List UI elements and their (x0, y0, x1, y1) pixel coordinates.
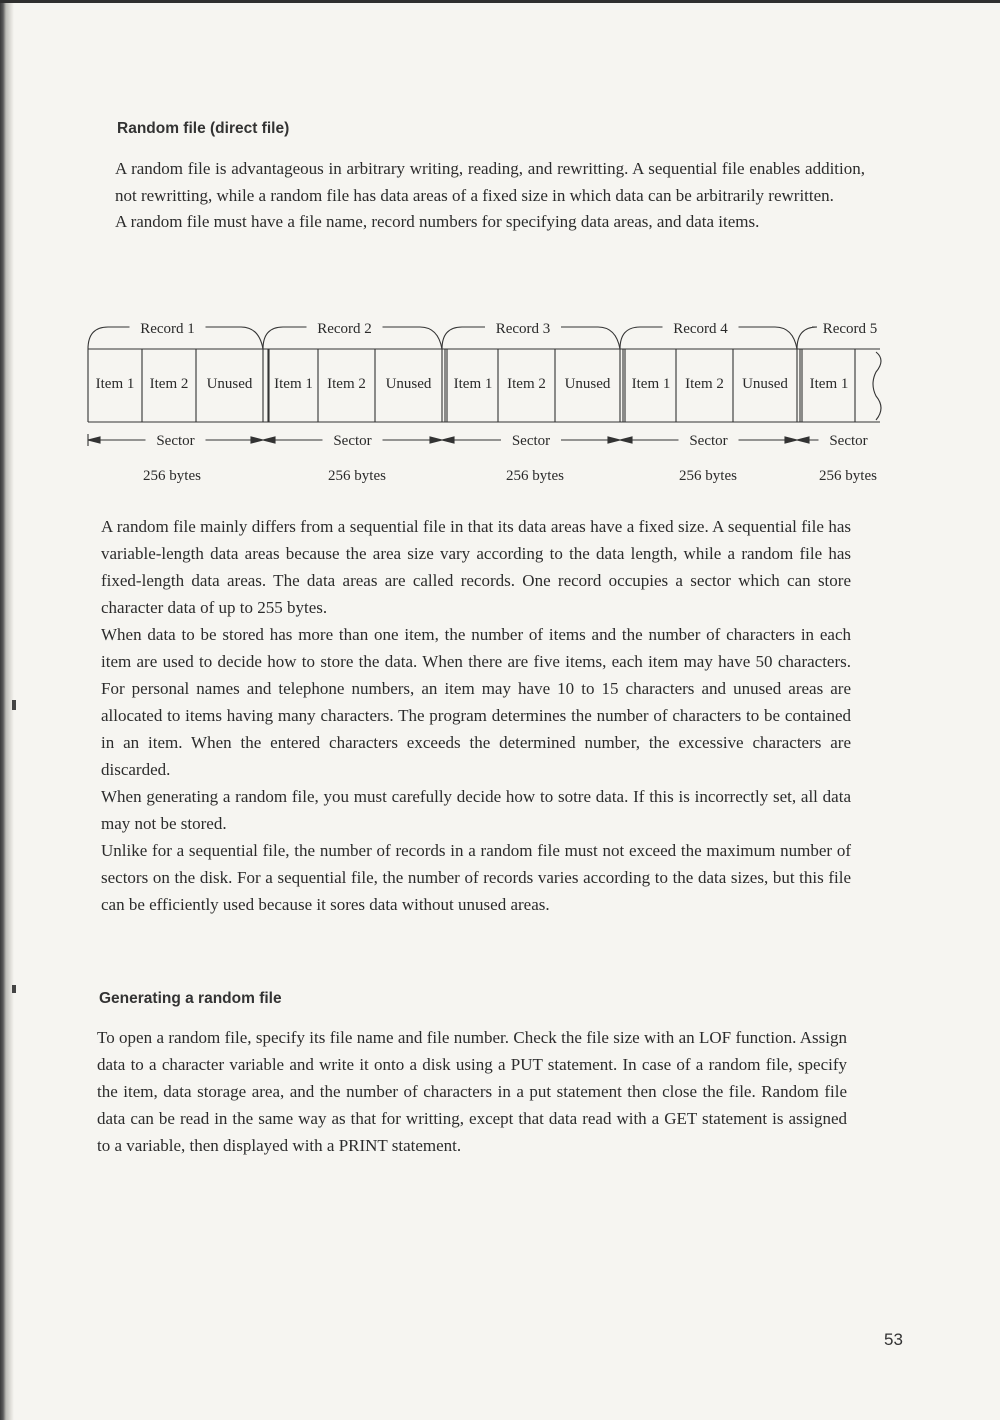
record-brace (442, 327, 485, 349)
record-brace (206, 327, 264, 349)
margin-mark (12, 985, 16, 993)
bytes-label: 256 bytes (506, 468, 564, 484)
arrow-head (263, 437, 275, 443)
cell-label: Item 2 (507, 376, 546, 392)
paragraph: A random file is advantageous in arbitrary writing, reading, and rewritting. A sequential file enables addition, not rewritting, while a random file has data areas of a fixed size in which data can be arbitrarily rewritten. (115, 159, 865, 205)
cell-label: Item 1 (274, 376, 313, 392)
sector-label: Sector (511, 433, 551, 449)
arrow-head (797, 437, 809, 443)
sector-label: Sector (829, 433, 868, 449)
cell-label: Unused (385, 376, 432, 392)
record-brace (561, 327, 620, 349)
record-layout-diagram (80, 312, 900, 497)
paragraph: To open a random file, specify its file name and file number. Check the file size with an LOF function. Assign data to a character variable and write it onto a disk using a PUT statement. In case of a random file, specify the item, data storage area, and the number of characters in a put statement then close the file. Random file data can be read in the same way as that for writting, except that data read with a GET statement is assigned to a variable, then displayed with a PRINT statement. (97, 1028, 847, 1155)
record-brace (739, 327, 798, 349)
bytes-label: 256 bytes (328, 468, 386, 484)
arrow-head (620, 437, 632, 443)
bytes-label: 256 bytes (679, 468, 737, 484)
open-end (873, 352, 881, 420)
arrow-head (785, 437, 797, 443)
cell-label: Item 1 (631, 376, 671, 392)
arrow-head (251, 437, 263, 443)
sector-label: Sector (689, 433, 728, 449)
cell-label: Unused (206, 376, 253, 392)
cell-label: Item 1 (809, 376, 849, 392)
record-brace (797, 327, 817, 349)
section-heading-generating: Generating a random file (99, 990, 282, 1007)
record-brace (620, 327, 663, 349)
record-label: Record 2 (317, 321, 372, 337)
cell-label: Item 2 (327, 376, 366, 392)
bytes-label: 256 bytes (143, 468, 201, 484)
top-edge-line (0, 0, 1000, 3)
section-heading-random-file: Random file (direct file) (117, 120, 290, 137)
record-brace (263, 327, 307, 349)
generating-text (97, 1024, 847, 1159)
intro-text (115, 156, 865, 236)
cell-label: Item 1 (453, 376, 493, 392)
cell-label: Item 2 (149, 376, 189, 392)
cell-label: Item 2 (685, 376, 724, 392)
arrow-head (442, 437, 454, 443)
record-label: Record 5 (822, 321, 878, 337)
arrow-head (608, 437, 620, 443)
sector-label: Sector (333, 433, 372, 449)
paragraph: When data to be stored has more than one item, the number of items and the number of characters in each item are used to decide how to store the data. When there are five items, each item may have 50 characters. For personal names and telephone numbers, an item may have 10 to 15 characters and unused areas are allocated to items having many characters. The program determines the number of characters to be contained in an item. When the entered characters exceeds the determined number, the excessive characters are discarded. (101, 625, 851, 779)
record-label: Record 3 (495, 321, 551, 337)
paragraph: When generating a random file, you must carefully decide how to sotre data. If this is incorrectly set, all data may not be stored. (101, 787, 851, 833)
paragraph: Unlike for a sequential file, the number of records in a random file must not exceed the maximum number of sectors on the disk. For a sequential file, the number of records varies according to the data sizes, but this file can be efficiently used because it sores data without unused areas. (101, 841, 851, 914)
record-label: Record 1 (140, 321, 195, 337)
margin-mark (12, 700, 16, 710)
arrow-head (88, 437, 100, 443)
sector-label: Sector (156, 433, 195, 449)
arrow-head (430, 437, 442, 443)
paragraph: A random file must have a file name, record numbers for specifying data areas, and data items. (115, 212, 760, 231)
record-brace (88, 327, 130, 349)
paragraph: A random file mainly differs from a sequential file in that its data areas have a fixed size. A sequential file has variable-length data areas because the area size vary according to the data length, while a random file has fixed-length data areas. The data areas are called records. One record occupies a sector which can store character data of up to 255 bytes. (101, 517, 851, 617)
record-brace (383, 327, 443, 349)
bytes-label: 256 bytes (819, 468, 877, 484)
binding-edge-shadow (0, 0, 14, 1420)
body-text (101, 513, 851, 918)
cell-label: Unused (564, 376, 611, 392)
cell-label: Item 1 (95, 376, 135, 392)
cell-label: Unused (742, 376, 788, 392)
record-label: Record 4 (673, 321, 728, 337)
page-number: 53 (884, 1330, 903, 1349)
